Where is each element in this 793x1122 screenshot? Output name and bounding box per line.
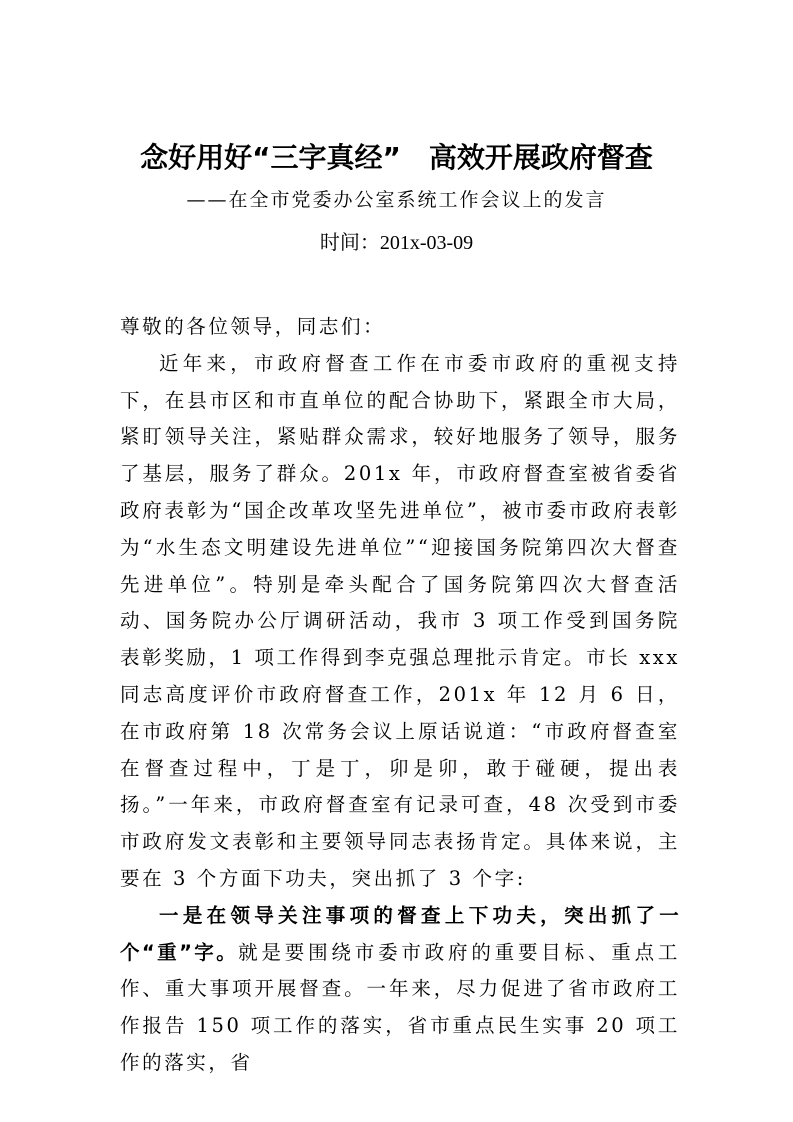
- document-subtitle: ——在全市党委办公室系统工作会议上的发言: [186, 189, 607, 211]
- paragraph-intro: 近年来，市政府督查工作在市委市政府的重视支持下，在县市区和市直单位的配合协助下，紧跟全市大局，紧盯领导关注，紧贴群众需求，较好地服务了领导，服务了基层，服务了群众。201x 年，市政府督查室被省委省政府表彰为“国企改革攻坚先进单位”，被市委市政府表彰为“水生态文明建设先进单位”“迎接国务院第四次大督查先进单位”。特别是牵头配合了国务院第四次大督查活动、国务院办公厅调研活动，我市 3 项工作受到国务院表彰奖励，1 项工作得到李克强总理批示肯定。市长 xxx 同志高度评价市政府督查工作，201x 年 12 月 6 日，在市政府第 18 次常务会议上原话说道：“市政府督查室在督查过程中，丁是丁，卯是卯，敢于碰硬，提出表扬。”一年来，市政府督查室有记录可查，48 次受到市委市政府发文表彰和主要领导同志表扬肯定。具体来说，主要在 3 个方面下功夫，突出抓了 3 个字:: [120, 351, 680, 890]
- paragraph-lead-heading: 一是在领导关注事项的督查上下功夫，突出抓了一个“重”字。: [120, 903, 680, 964]
- paragraph-point-one-text: 就是要围绕市委市政府的重要目标、重点工作、重大事项开展督查。一年来，尽力促进了省市政府工作报告 150 项工作的落实，省市重点民生实事 20 项工作的落实，省: [120, 940, 680, 1074]
- salutation: 尊敬的各位领导，同志们：: [120, 315, 386, 338]
- paragraph-point-one: [120, 898, 680, 1082]
- document-title: 念好用好“三字真经” 高效开展政府督查: [140, 141, 653, 174]
- document-body: [120, 309, 680, 1082]
- document-date: 时间：201x-03-09: [319, 232, 474, 254]
